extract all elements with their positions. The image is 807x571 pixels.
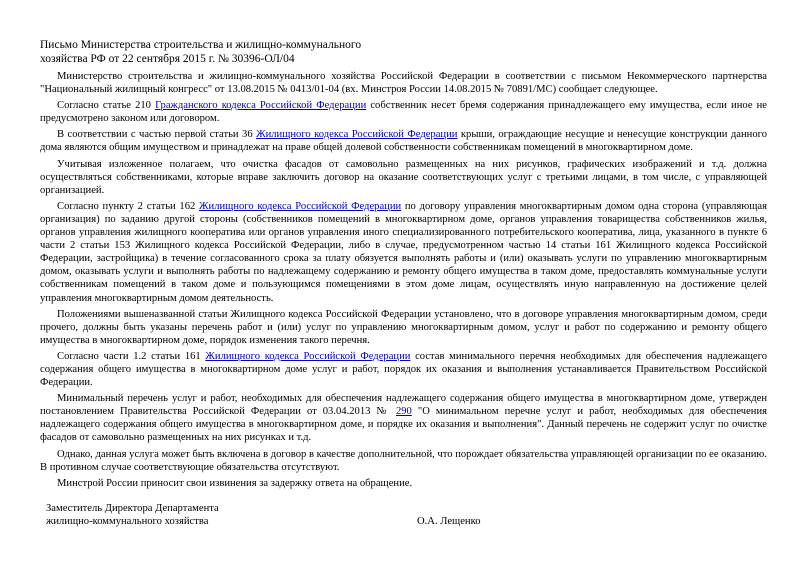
title-line-2: хозяйства РФ от 22 сентября 2015 г. № 30396-ОЛ/04 [40,53,295,65]
housing-code-link[interactable]: Жилищного кодекса Российской Федерации [256,129,458,141]
document-title [40,38,400,66]
paragraph-2-text-after: собственник несет бремя содержания принадлежащего ему имущества, если иное не предусмотрено законом или договором. [40,100,767,125]
paragraph-5-text-after: по договору управления многоквартирным домом одна сторона (управляющая организация) по заданию другой стороны (собственников помещений в многоквартирном доме, органов управления товарищества собственников жилья, органов управления жилищного кооператива или органов управления иного специализированного потребительского кооператива, лица, указанного в пункте 6 части 2 статьи 153 Жилищного кодекса Российской Федерации, либо в случае, предусмотренном частью 14 статьи 161 Жилищного кодекса Российской Федерации, застройщика) в течение согласованного срока за плату обязуется выполнять работы и (или) оказывать услуги по управлению многоквартирным домом, оказывать услуги и выполнять работы по надлежащему содержанию и ремонту общего имущества в таком доме, предоставлять коммунальные услуги собственникам помещений в таком доме и пользующимся помещениями в этом доме лицам, осуществлять иную направленную на достижение целей управления многоквартирным домом деятельность. [40,200,767,304]
paragraph-3-text-before: В соответствии с частью первой статьи 36 [57,129,257,141]
document-body [40,70,767,493]
housing-code-link[interactable]: Жилищного кодекса Российской Федерации [205,350,411,362]
signatory-position-line-2: жилищно-коммунального хозяйства [46,516,209,527]
paragraph-2 [40,99,767,125]
paragraph-7-text-after: состав минимального перечня необходимых для обеспечения надлежащего содержания общего имущества в многоквартирном доме услуг и работ, порядок их оказания и выполнения устанавливается Правительством Российской Федерации. [40,350,767,389]
signatory-name: О.А. Лещенко [417,516,481,527]
paragraph-9: Однако, данная услуга может быть включена в договор в качестве дополнительной, что порождает обязательства управляющей организации по ее оказанию. В противном случае соответствующие обязательства отсутствуют. [40,448,767,473]
paragraph-8-text-before: Минимальный перечень услуг и работ, необходимых для обеспечения надлежащего содержания общего имущества в многоквартирном доме, утвержден постановлением Правительства Российской Федерации от 03.04.2013 № [40,393,767,418]
paragraph-7-text-before: Согласно части 1.2 статьи 161 [57,350,206,362]
paragraph-2-text-before: Согласно статье 210 [57,100,156,112]
paragraph-8-text-after: "О минимальном перечне услуг и работ, необходимых для обеспечения надлежащего содержания общего имущества в многоквартирном доме, и порядке их оказания и выполнения". Данный перечень не содержит услуг по очистке фасадов от самовольно размещенных на них рисунках и т.д. [40,406,767,444]
signatory-position-line-1: Заместитель Директора Департамента [46,503,219,514]
paragraph-5 [40,200,767,305]
paragraph-7 [40,350,767,389]
signatory-position [46,502,219,528]
paragraph-5-text-before: Согласно пункту 2 статьи 162 [57,200,200,212]
resolution-290-link[interactable]: 290 [395,406,412,418]
paragraph-1: Министерство строительства и жилищно-коммунального хозяйства Российской Федерации в соответствии с письмом Некоммерческого партнерства "Национальный жилищный конгресс" от 13.08.2015 № 0413/01-04 (вх. Минстроя России 14.08.2015 № 70891/МС) сообщает следующее. [40,71,767,96]
paragraph-10: Минстрой России приносит свои извинения за задержку ответа на обращение. [57,477,413,489]
paragraph-3 [40,128,767,154]
paragraph-6: Положениями вышеназванной статьи Жилищного кодекса Российской Федерации установлено, что в договоре управления многоквартирным домом, среди прочего, должны быть указаны перечень работ и (или) услуг по управлению многоквартирным домом, услуг и работ по содержанию и ремонту общего имущества в многоквартирном доме, порядок изменения такого перечня. [40,308,767,346]
paragraph-3-text-after: крыши, ограждающие несущие и ненесущие конструкции данного дома являются общим имуществом и принадлежат на праве общей долевой собственности собственникам помещений в многоквартирном доме. [40,129,767,154]
civil-code-link[interactable]: Гражданского кодекса Российской Федерации [155,100,367,112]
title-line-1: Письмо Министерства строительства и жилищно-коммунального [40,39,362,51]
housing-code-link[interactable]: Жилищного кодекса Российской Федерации [199,200,402,212]
paragraph-8 [40,392,767,444]
paragraph-4: Учитывая изложенное полагаем, что очистка фасадов от самовольно размещенных на них рисунков, графических изображений и т.д. должна осуществляться собственниками, которые вправе заключить договор на оказание соответствующих услуг с третьими лицами, в том числе, с управляющей организацией. [40,158,767,196]
